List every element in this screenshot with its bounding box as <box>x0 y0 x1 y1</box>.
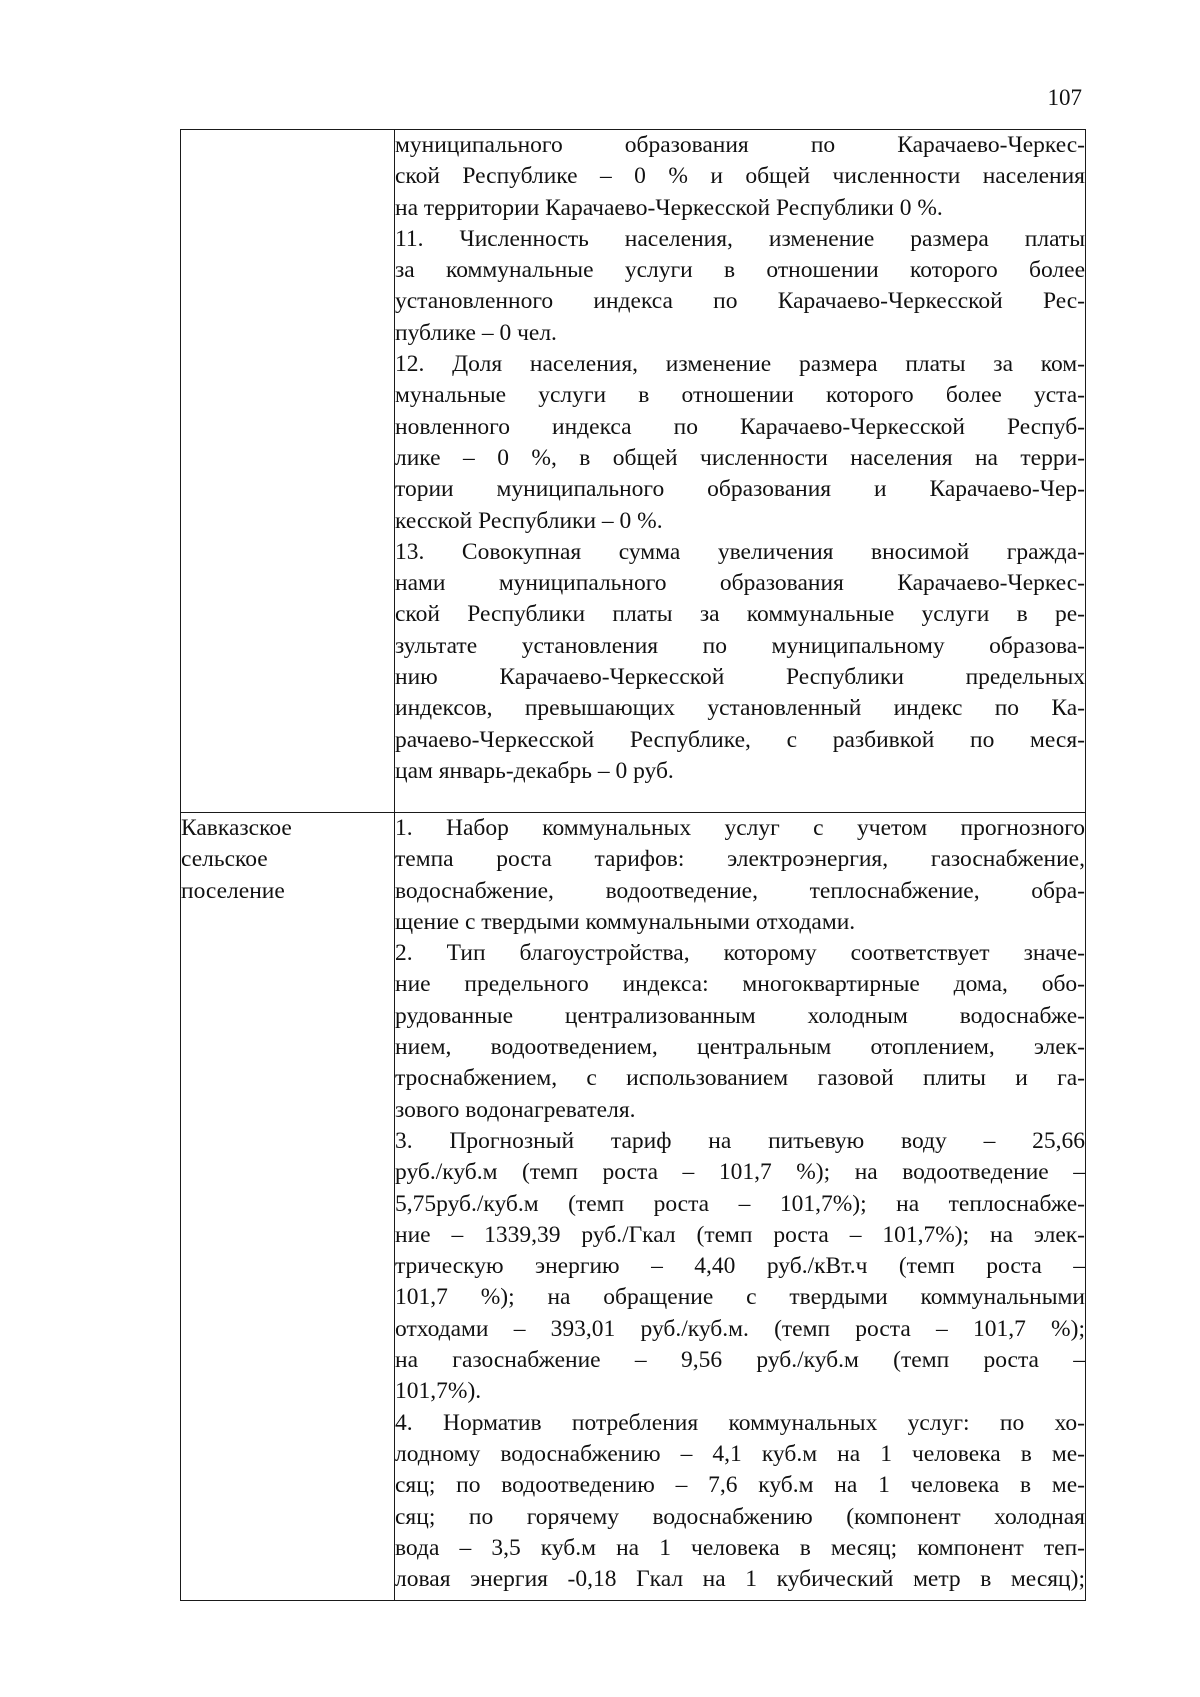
table-row <box>181 130 1086 813</box>
text-line: сяц; по водоотведению – 7,6 куб.м на 1 человека в ме- <box>395 1472 1085 1499</box>
indicator-paragraph <box>395 1126 1085 1408</box>
table-row <box>181 813 1086 1601</box>
text-line: цам январь-декабрь – 0 руб. <box>395 757 674 784</box>
text-line: ние – 1339,39 руб./Гкал (темп роста – 101,7%); на элек- <box>395 1221 1085 1248</box>
text-line: зового водонагревателя. <box>395 1096 636 1123</box>
text-line: трическую энергию – 4,40 руб./кВт.ч (темп роста – <box>395 1253 1085 1280</box>
text-line: рачаево-Черкесской Республике, с разбивкой по меся- <box>395 726 1085 753</box>
text-line: на газоснабжение – 9,56 руб./куб.м (темп роста – <box>395 1347 1085 1374</box>
text-line: 1. Набор коммунальных услуг с учетом прогнозного <box>395 815 1085 841</box>
text-line: нием, водоотведением, центральным отоплением, элек- <box>395 1034 1085 1061</box>
text-line: 11. Численность населения, изменение размера платы <box>395 225 1085 252</box>
text-line: 13. Совокупная сумма увеличения вносимой гражда- <box>395 538 1085 565</box>
text-line: кесской Республики – 0 %. <box>395 507 663 534</box>
text-line: зультате установления по муниципальному образова- <box>395 632 1085 659</box>
text-line: рудованные централизованным холодным водоснабже- <box>395 1002 1085 1029</box>
indicators-cell <box>395 813 1086 1601</box>
text-line: нами муниципального образования Карачаево-Черкес- <box>395 570 1085 597</box>
text-line: публике – 0 чел. <box>395 319 557 346</box>
text-line: лодному водоснабжению – 4,1 куб.м на 1 человека в ме- <box>395 1440 1085 1467</box>
indicator-paragraph <box>395 1408 1085 1596</box>
text-line: щение с твердыми коммунальными отходами. <box>395 908 856 935</box>
text-line: 4. Норматив потребления коммунальных услуг: по хо- <box>395 1409 1085 1436</box>
text-line: отходами – 393,01 руб./куб.м. (темп роста – 101,7 %); <box>395 1315 1085 1342</box>
text-line: индексов, превышающих установленный индекс по Ка- <box>395 695 1085 722</box>
settlement-name-cell <box>181 130 395 813</box>
text-line: темпа роста тарифов: электроэнергия, газоснабжение, <box>395 846 1085 873</box>
text-line: нию Карачаево-Черкесской Республики предельных <box>395 664 1085 691</box>
settlement-name-cell: Кавказское сельское поселение <box>181 813 395 1601</box>
text-line: сяц; по горячему водоснабжению (компонент холодная <box>395 1503 1085 1530</box>
indicators-cell <box>395 130 1086 813</box>
text-line: троснабжением, с использованием газовой плиты и га- <box>395 1065 1085 1092</box>
text-line: ской Республике – 0 % и общей численности населения <box>395 163 1085 190</box>
text-line: ние предельного индекса: многоквартирные дома, обо- <box>395 971 1085 998</box>
text-line: водоснабжение, водоотведение, теплоснабжение, обра- <box>395 877 1085 904</box>
indicator-paragraph <box>395 938 1085 1126</box>
text-line: муниципального образования по Карачаево-Черкес- <box>395 132 1085 158</box>
text-line: ской Республики платы за коммунальные услуги в ре- <box>395 601 1085 628</box>
text-line: 101,7 %); на обращение с твердыми коммунальными <box>395 1284 1085 1311</box>
text-line: мунальные услуги в отношении которого более уста- <box>395 382 1085 409</box>
indicator-paragraph <box>395 349 1085 537</box>
text-line: на территории Карачаево-Черкесской Республики 0 %. <box>395 194 943 221</box>
page-number: 107 <box>1047 85 1082 110</box>
text-line: лике – 0 %, в общей численности населения на терри- <box>395 444 1085 471</box>
text-line: тории муниципального образования и Карачаево-Чер- <box>395 476 1085 503</box>
text-line: 3. Прогнозный тариф на питьевую воду – 25,66 <box>395 1127 1085 1154</box>
indicator-paragraph <box>395 130 1085 224</box>
text-line: вода – 3,5 куб.м на 1 человека в месяц; компонент теп- <box>395 1534 1085 1561</box>
text-line: руб./куб.м (темп роста – 101,7 %); на водоотведение – <box>395 1159 1085 1186</box>
text-line: 5,75руб./куб.м (темп роста – 101,7%); на теплоснабже- <box>395 1190 1085 1217</box>
indicator-paragraph <box>395 224 1085 349</box>
indicator-paragraph <box>395 537 1085 787</box>
text-line: за коммунальные услуги в отношении которого более <box>395 257 1085 284</box>
text-line: 101,7%). <box>395 1378 482 1405</box>
indicator-paragraph <box>395 813 1085 938</box>
text-line: 2. Тип благоустройства, которому соответствует значе- <box>395 940 1085 967</box>
municipal-index-table <box>180 129 1086 1601</box>
text-line: 12. Доля населения, изменение размера платы за ком- <box>395 351 1085 378</box>
text-line: ловая энергия -0,18 Гкал на 1 кубический метр в месяц); <box>395 1566 1085 1593</box>
text-line: установленного индекса по Карачаево-Черкесской Рес- <box>395 288 1085 315</box>
text-line: новленного индекса по Карачаево-Черкесской Респуб- <box>395 413 1085 440</box>
